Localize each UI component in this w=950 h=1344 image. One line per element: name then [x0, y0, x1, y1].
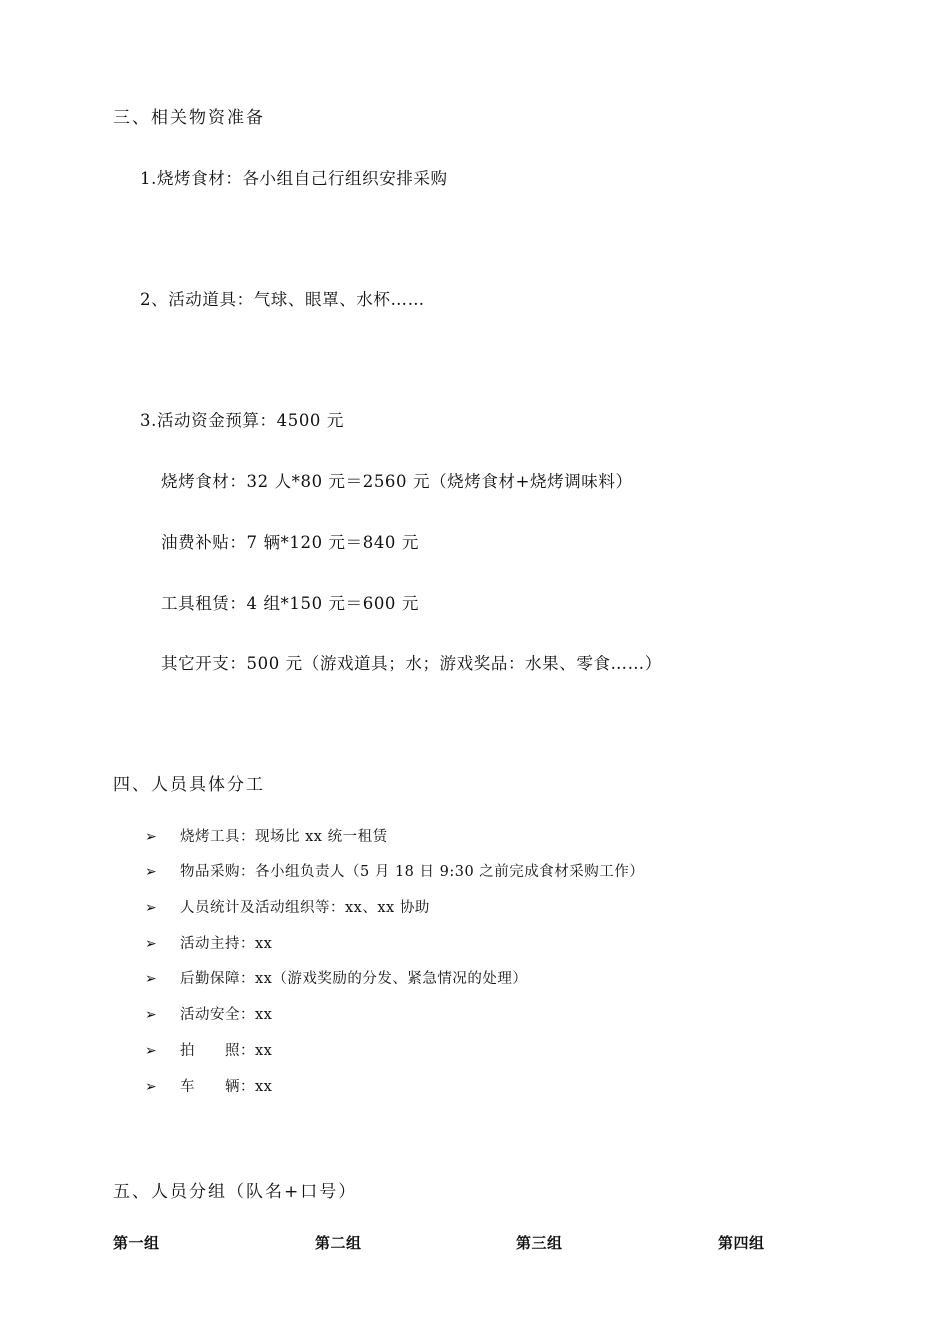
budget-line-ingredients: 烧烤食材：32 人*80 元＝2560 元（烧烤食材+烧烤调味料）	[161, 472, 633, 491]
group-label-4: 第四组	[718, 1234, 765, 1252]
item-2-activity-props: 2、活动道具：气球、眼罩、水杯……	[140, 290, 425, 309]
arrow-bullet-icon: ➢	[145, 936, 157, 952]
item-1-bbq-ingredients: 1.烧烤食材：各小组自己行组织安排采购	[140, 169, 448, 188]
list-item-text: 车 辆：xx	[180, 1079, 273, 1095]
list-item-text: 活动安全：xx	[180, 1007, 273, 1023]
budget-line-other: 其它开支：500 元（游戏道具；水；游戏奖品：水果、零食……）	[161, 654, 662, 673]
arrow-bullet-icon: ➢	[145, 971, 157, 987]
list-item-text: 烧烤工具：现场比 xx 统一租赁	[180, 829, 388, 845]
list-item-text: 拍 照：xx	[180, 1043, 273, 1059]
item-3-budget-total: 3.活动资金预算：4500 元	[140, 411, 344, 430]
list-item-text: 人员统计及活动组织等：xx、xx 协助	[180, 900, 430, 916]
list-item-text: 后勤保障：xx（游戏奖励的分发、紧急情况的处理）	[180, 971, 528, 987]
arrow-bullet-icon: ➢	[145, 1007, 157, 1023]
arrow-bullet-icon: ➢	[145, 1043, 157, 1059]
list-item-text: 物品采购：各小组负责人（5 月 18 日 9:30 之前完成食材采购工作）	[180, 864, 645, 880]
budget-line-tool-rental: 工具租赁：4 组*150 元＝600 元	[161, 594, 419, 613]
group-label-2: 第二组	[315, 1234, 362, 1252]
arrow-bullet-icon: ➢	[145, 1079, 157, 1095]
arrow-bullet-icon: ➢	[145, 864, 157, 880]
budget-line-fuel: 油费补贴：7 辆*120 元＝840 元	[161, 533, 419, 552]
section-5-heading: 五、人员分组（队名+口号）	[113, 1182, 358, 1202]
group-label-3: 第三组	[516, 1234, 563, 1252]
section-4-heading: 四、人员具体分工	[113, 775, 265, 795]
section-3-heading: 三、相关物资准备	[113, 108, 265, 128]
group-label-1: 第一组	[113, 1234, 160, 1252]
list-item-text: 活动主持：xx	[180, 936, 273, 952]
arrow-bullet-icon: ➢	[145, 829, 157, 845]
arrow-bullet-icon: ➢	[145, 900, 157, 916]
